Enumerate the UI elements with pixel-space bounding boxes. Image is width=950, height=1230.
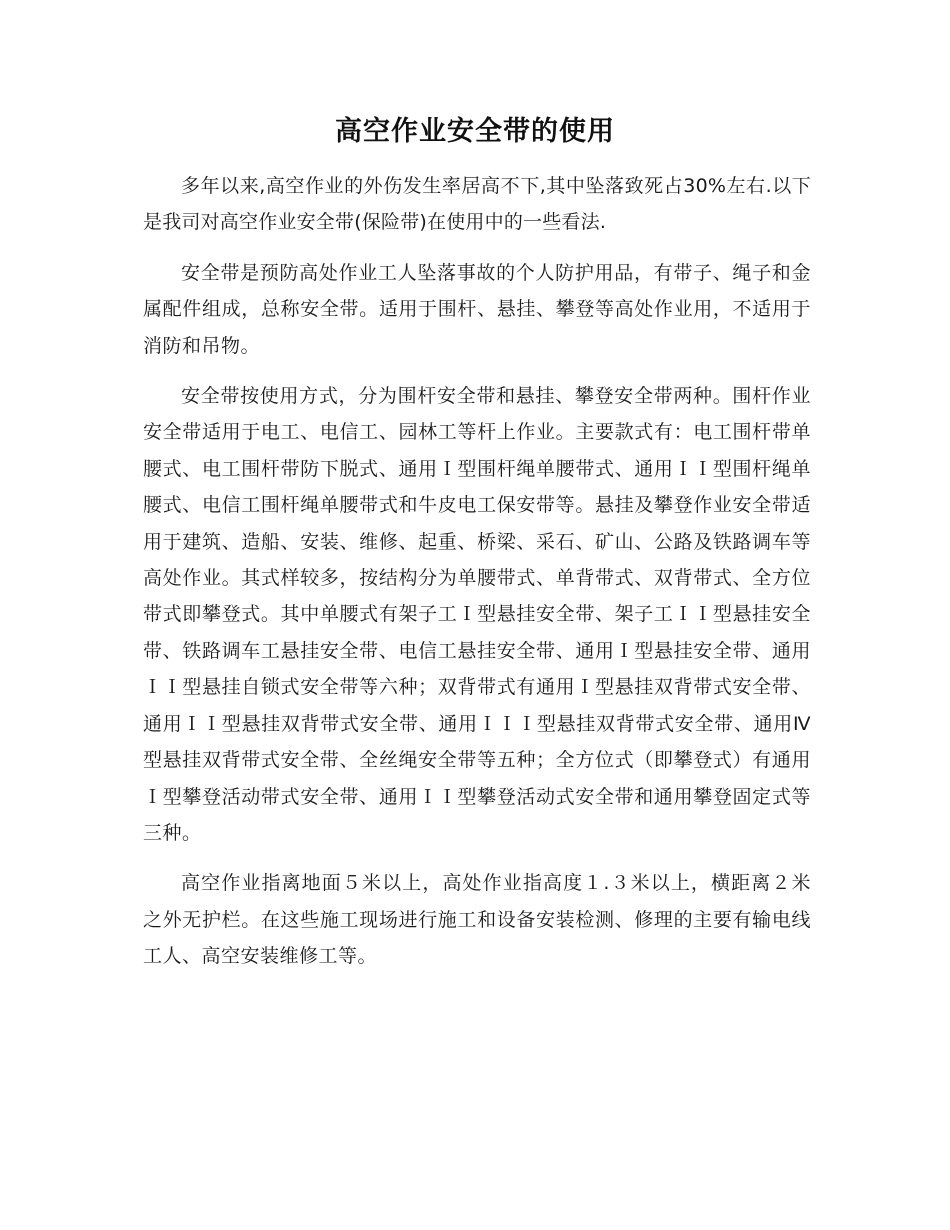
paragraph-types: 安全带按使用方式，分为围杆安全带和悬挂、攀登安全带两种。围杆作业安全带适用于电工、电信工、园林工等杆上作业。主要款式有：电工围杆带单腰式、电工围杆带防下脱式、通用Ｉ型围杆绳单腰带式、通用ＩＩ型围杆绳单腰式、电信工围杆绳单腰带式和牛皮电工保安带等。悬挂及攀登作业安全带适用于建筑、造船、安装、维修、起重、桥梁、采石、矿山、公路及铁路调车等高处作业。其式样较多，按结构分为单腰带式、单背带式、双背带式、全方位带式即攀登式。其中单腰式有架子工Ｉ型悬挂安全带、架子工ＩＩ型悬挂安全带、铁路调车工悬挂安全带、电信工悬挂安全带、通用Ｉ型悬挂安全带、通用ＩＩ型悬挂自锁式安全带等六种；双背带式有通用Ｉ型悬挂双背带式安全带、通用ＩＩ型悬挂双背带式安全带、通用ＩＩＩ型悬挂双背带式安全带、通用Ⅳ型悬挂双背带式安全带、全丝绳安全带等五种；全方位式（即攀登式）有通用Ｉ型攀登活动带式安全带、通用ＩＩ型攀登活动式安全带和通用攀登固定式等三种。: [143, 385, 811, 844]
paragraph-height-definition: 高空作业指离地面５米以上，高处作业指高度１.３米以上，横距离２米之外无护栏。在这些施工现场进行施工和设备安装检测、修理的主要有输电线工人、高空安装维修工等。: [143, 872, 811, 968]
document-body: [143, 168, 811, 989]
paragraph-definition: 安全带是预防高处作业工人坠落事故的个人防护用品，有带子、绳子和金属配件组成，总称安全带。适用于围杆、悬挂、攀登等高处作业用，不适用于消防和吊物。: [143, 261, 811, 357]
paragraph-intro: 多年以来,高空作业的外伤发生率居高不下,其中坠落致死占30%左右.以下是我司对高空作业安全带(保险带)在使用中的一些看法.: [143, 175, 811, 234]
document-title: 高空作业安全带的使用: [335, 116, 615, 147]
